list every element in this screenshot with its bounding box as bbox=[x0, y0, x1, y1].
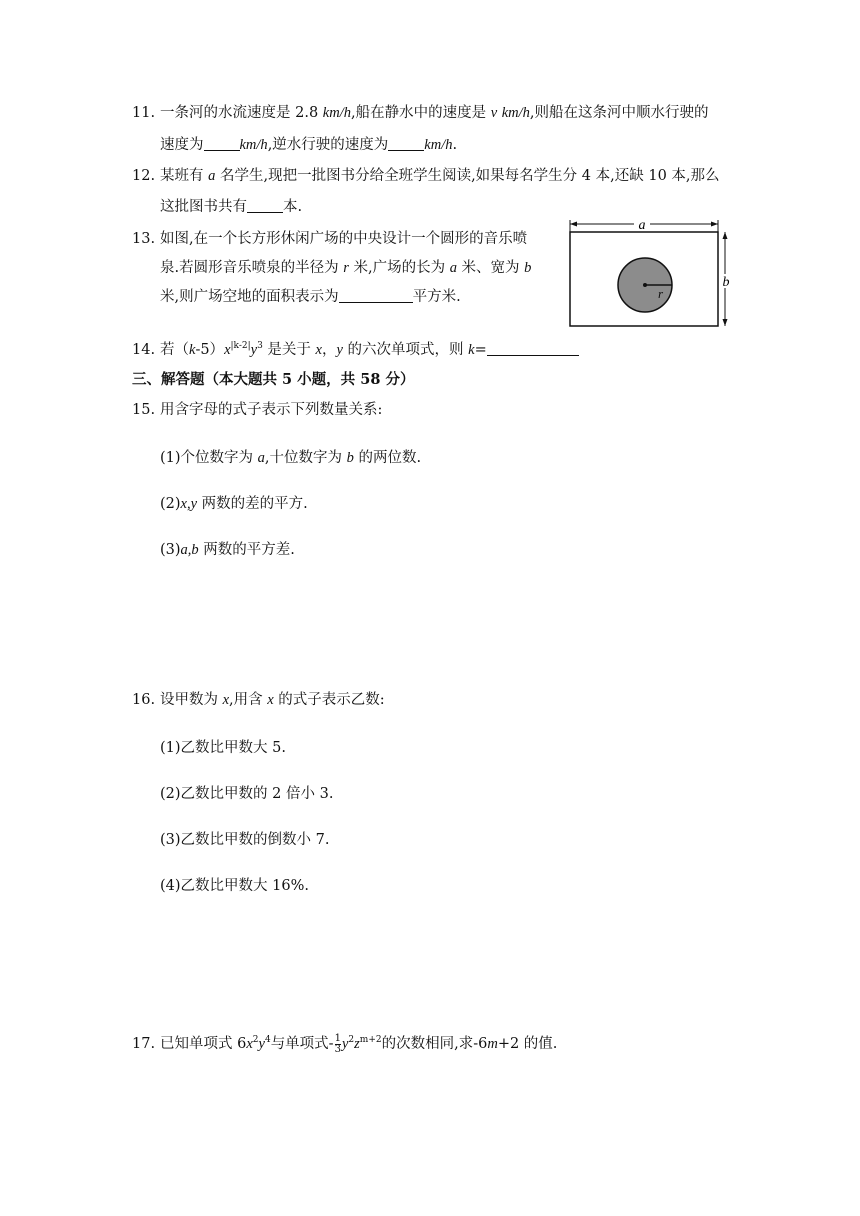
q11-text: . bbox=[452, 137, 458, 153]
q11-unit: km/h bbox=[239, 137, 268, 153]
q16-text: 的式子表示乙数: bbox=[273, 692, 385, 708]
q16-var-x: x bbox=[267, 692, 274, 708]
q17-var-y: y bbox=[341, 1036, 349, 1052]
q14-text: 的六次单项式，则 bbox=[342, 342, 469, 358]
q15-text: 的两位数. bbox=[353, 450, 422, 466]
q11-unit: km/h bbox=[424, 137, 453, 153]
q16-part4: (4)乙数比甲数大 16%. bbox=[160, 878, 309, 894]
q14-blank[interactable] bbox=[487, 341, 579, 356]
q16-part1: (1)乙数比甲数大 5. bbox=[160, 740, 286, 756]
q17-monomial-1 bbox=[237, 1036, 271, 1052]
q14-exp-x: |k-2| bbox=[230, 341, 251, 352]
q11-blank-downstream[interactable] bbox=[204, 136, 240, 151]
q13-plaza-figure bbox=[562, 218, 742, 334]
q11-unit: km/h bbox=[501, 105, 530, 121]
q17-exp: 4 bbox=[264, 1035, 271, 1046]
q13-text: 米,则广场空地的面积表示为 bbox=[160, 289, 339, 305]
q17-coef: 6 bbox=[237, 1036, 247, 1052]
q16-part2: (2)乙数比甲数的 2 倍小 3. bbox=[160, 786, 334, 802]
q17-text: +2 的值. bbox=[497, 1036, 558, 1052]
q17-frac-den: 3 bbox=[334, 1043, 341, 1055]
q15-text: (3) bbox=[160, 542, 181, 558]
q14-text: 是关于 bbox=[262, 342, 316, 358]
q11-text: ,则船在这条河中顺水行驶的 bbox=[529, 105, 709, 121]
q13-var-r: r bbox=[343, 260, 349, 276]
fig-label-r: r bbox=[658, 286, 664, 301]
q17-text: 的次数相同,求-6 bbox=[381, 1036, 488, 1052]
q13-line2 bbox=[160, 258, 531, 278]
q15-text: (1)个位数字为 bbox=[160, 450, 258, 466]
section-title: 三、解答题（本大题共 5 小题，共 58 分） bbox=[132, 371, 415, 388]
fig-label-a: a bbox=[638, 218, 646, 233]
q13-text: 米、宽为 bbox=[456, 260, 525, 276]
q12-text: 某班有 bbox=[160, 168, 209, 184]
q14-number: 14. bbox=[132, 342, 156, 358]
q11-text: 速度为 bbox=[160, 137, 204, 153]
q12-text: 本. bbox=[283, 199, 303, 215]
q14-var-x: x bbox=[224, 342, 231, 358]
q13-text: 泉.若圆形音乐喷泉的半径为 bbox=[160, 260, 344, 276]
q15-part1 bbox=[160, 448, 421, 468]
q11-unit: km/h bbox=[322, 105, 351, 121]
q16-text: 设甲数为 bbox=[160, 692, 223, 708]
q17-var-m: m bbox=[487, 1036, 498, 1052]
q13-text: 米,广场的长为 bbox=[348, 260, 450, 276]
q17-number: 17. bbox=[132, 1036, 156, 1052]
q11-text: ,逆水行驶的速度为 bbox=[267, 137, 389, 153]
q14-exp-y: 3 bbox=[257, 341, 263, 352]
q13-line3 bbox=[160, 287, 461, 307]
q15-vars-xy: x,y bbox=[180, 496, 198, 512]
q17-text: 与单项式- bbox=[270, 1036, 334, 1052]
q16-part3: (3)乙数比甲数的倒数小 7. bbox=[160, 832, 330, 848]
fig-label-b: b bbox=[722, 275, 730, 290]
q17-exp: 2 bbox=[252, 1035, 259, 1046]
q13-text: 平方米. bbox=[412, 289, 461, 305]
q15-part2 bbox=[160, 494, 308, 514]
q15-text: 用含字母的式子表示下列数量关系: bbox=[160, 402, 383, 418]
q16-number: 16. bbox=[132, 692, 156, 708]
q13-var-a: a bbox=[449, 260, 457, 276]
q17-text: 已知单项式 bbox=[160, 1036, 238, 1052]
q13-var-b: b bbox=[524, 260, 532, 276]
q15-part3 bbox=[160, 540, 295, 560]
q15-vars-ab: a,b bbox=[180, 542, 199, 558]
q11-blank-upstream[interactable] bbox=[388, 136, 424, 151]
q17-fraction bbox=[335, 1034, 341, 1055]
q17-var-z: z bbox=[354, 1036, 360, 1052]
q15-text: ,十位数字为 bbox=[264, 450, 347, 466]
q12-line2 bbox=[160, 197, 302, 217]
q14-var-y: y bbox=[250, 342, 258, 358]
q14-text: ， bbox=[321, 342, 337, 358]
q15-text: 两数的平方差. bbox=[198, 542, 295, 558]
q17-var-y: y bbox=[258, 1036, 265, 1052]
q12-text: 名学生,现把一批图书分给全班学生阅读,如果每名学生分 4 本,还缺 10 本,那么 bbox=[215, 168, 720, 184]
q15-text: 两数的差的平方. bbox=[197, 496, 308, 512]
q14-text: 若（ bbox=[160, 342, 189, 358]
q11-var-v: v bbox=[490, 105, 498, 121]
q17-var-x: x bbox=[246, 1036, 253, 1052]
q11-line2 bbox=[160, 135, 457, 155]
q16-var-x: x bbox=[222, 692, 230, 708]
q15-number: 15. bbox=[132, 402, 156, 418]
q14-var-k: k bbox=[189, 342, 196, 358]
q11-text: 一条河的水流速度是 2.8 bbox=[160, 105, 323, 121]
q14-var-x: x bbox=[315, 342, 322, 358]
q14-text: -5） bbox=[195, 342, 225, 358]
q12-var-a: a bbox=[208, 168, 216, 184]
q11-number: 11. bbox=[132, 105, 156, 121]
q14-text: = bbox=[474, 342, 487, 358]
q12-number: 12. bbox=[132, 168, 156, 184]
q16-text: ,用含 bbox=[229, 692, 268, 708]
q17-exp: 2 bbox=[348, 1035, 355, 1046]
q17-exp: m+2 bbox=[359, 1035, 382, 1046]
q12-blank[interactable] bbox=[247, 198, 283, 213]
q12-text: 这批图书共有 bbox=[160, 199, 247, 215]
q15-text: (2) bbox=[160, 496, 181, 512]
q14-var-k: k bbox=[468, 342, 475, 358]
q13-text: 如图,在一个长方形休闲广场的中央设计一个圆形的音乐喷 bbox=[160, 231, 528, 247]
q11-text: ,船在静水中的速度是 bbox=[350, 105, 491, 121]
q14-var-y: y bbox=[336, 342, 343, 358]
q15-var-a: a bbox=[257, 450, 265, 466]
q13-number: 13. bbox=[132, 231, 156, 247]
q13-blank[interactable] bbox=[339, 288, 413, 303]
q15-var-b: b bbox=[346, 450, 354, 466]
q17-frac-num: 1 bbox=[334, 1032, 341, 1044]
